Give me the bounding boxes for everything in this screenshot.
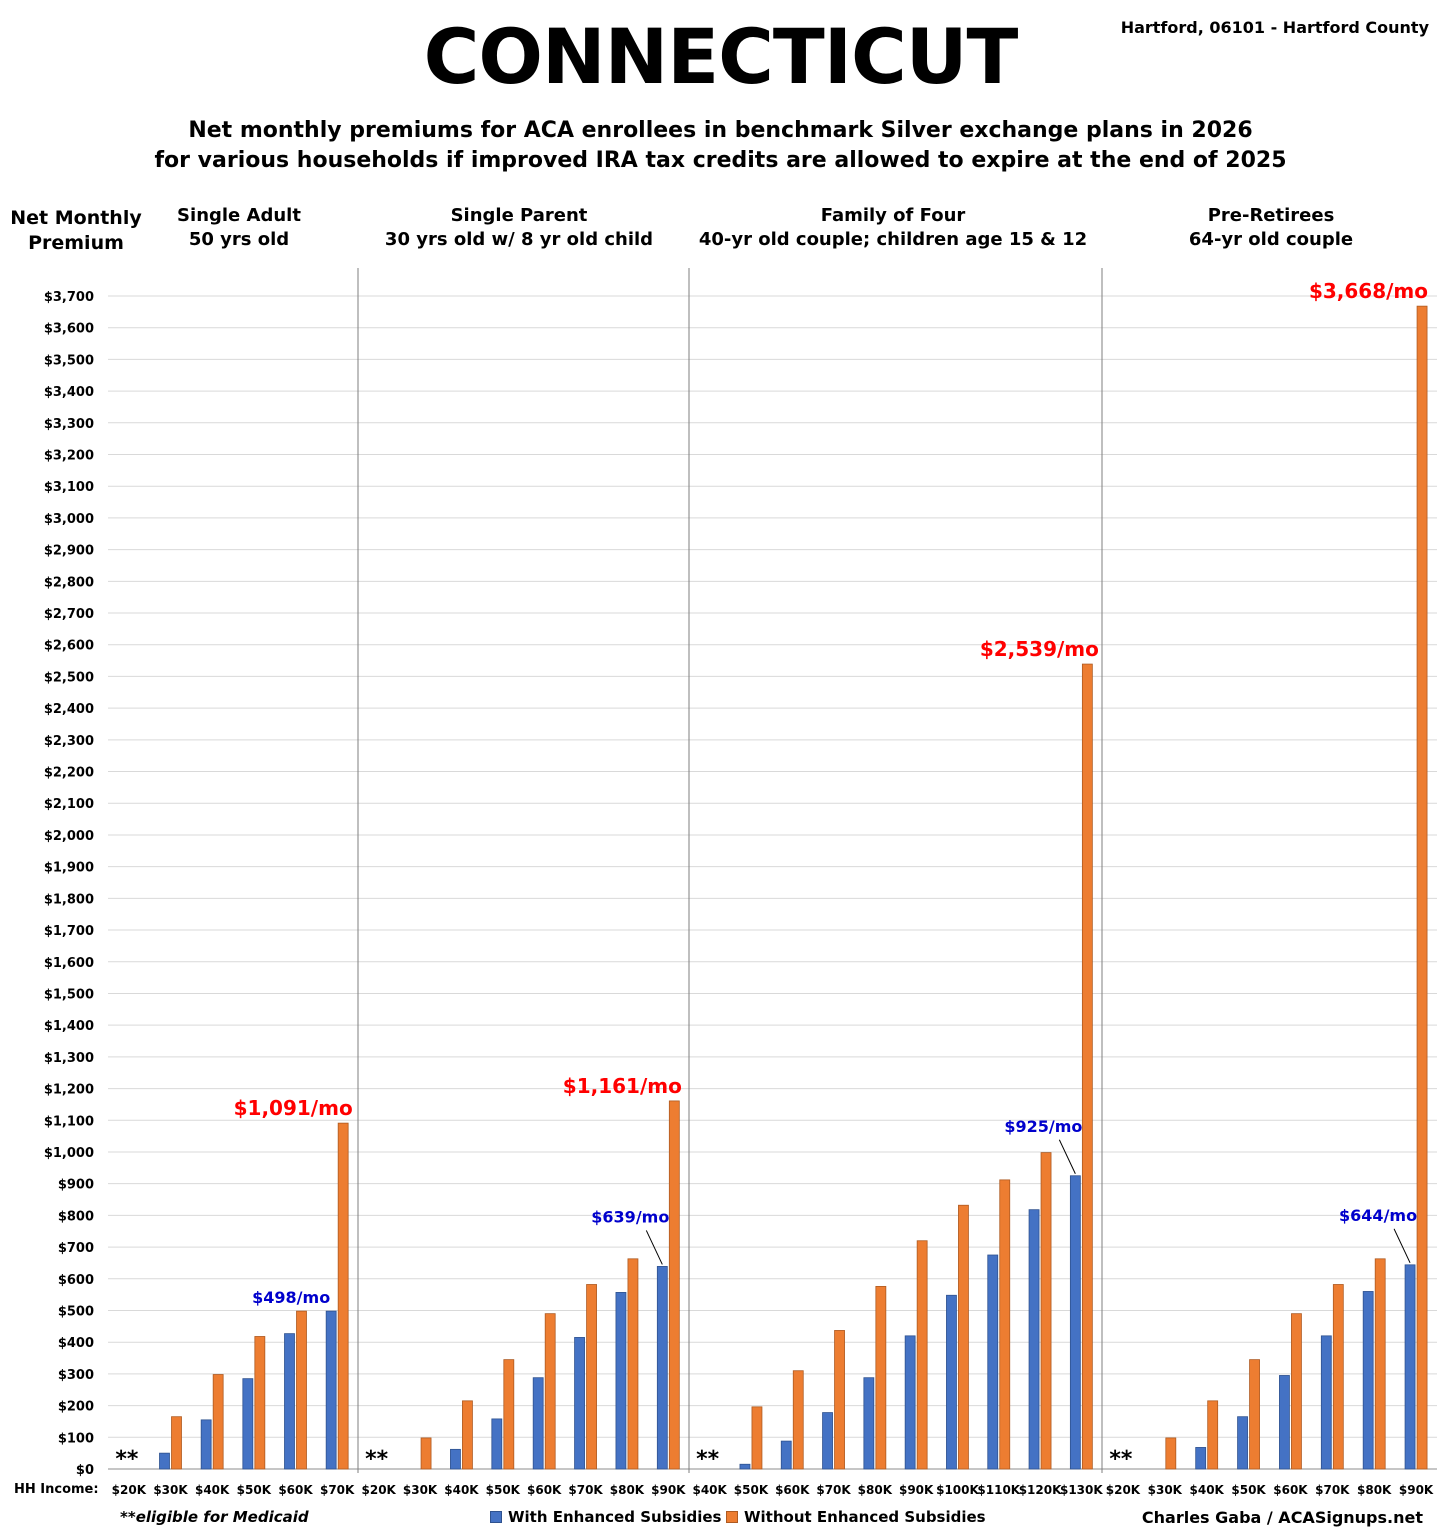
legend-item-with-subsidies [490, 1508, 721, 1526]
y-axis-label [0, 206, 152, 256]
data-label-with-subsidies: $639/mo [591, 1207, 670, 1227]
y-tick-label: $100 [57, 1431, 94, 1447]
y-tick-label: $1,500 [43, 987, 94, 1003]
credit-label: Charles Gaba / ACASignups.net [1141, 1508, 1423, 1527]
y-tick-label: $3,300 [43, 416, 94, 432]
x-tick-label: $40K [194, 1483, 230, 1497]
data-label-leader-line [1394, 1229, 1410, 1263]
location-label: Hartford, 06101 - Hartford County [1120, 18, 1429, 37]
x-tick-label: $80K [857, 1483, 893, 1497]
bar-with-enhanced-subsidies [740, 1464, 750, 1469]
bar-with-enhanced-subsidies [533, 1378, 543, 1469]
bar-with-enhanced-subsidies [1070, 1176, 1080, 1469]
x-tick-label: $110K [977, 1483, 1021, 1497]
x-tick-label: $70K [319, 1483, 355, 1497]
y-tick-label: $1,000 [43, 1145, 94, 1161]
bar-with-enhanced-subsidies [988, 1255, 998, 1469]
y-tick-label: $1,400 [43, 1019, 94, 1035]
bar-without-enhanced-subsidies [172, 1417, 182, 1469]
y-tick-label: $700 [57, 1241, 94, 1257]
medicaid-marker: ** [696, 1447, 720, 1472]
x-tick-label: $90K [651, 1483, 686, 1497]
legend-swatch-blue [490, 1511, 502, 1523]
bar-with-enhanced-subsidies [285, 1334, 295, 1469]
y-tick-label: $2,800 [43, 575, 94, 591]
bar-without-enhanced-subsidies [1000, 1180, 1010, 1469]
y-tick-label: $1,100 [43, 1114, 94, 1130]
bar-with-enhanced-subsidies [450, 1449, 460, 1469]
bar-with-enhanced-subsidies [864, 1378, 874, 1469]
x-tick-label: $30K [1147, 1483, 1182, 1497]
y-tick-label: $3,500 [43, 353, 94, 369]
y-tick-label: $2,700 [43, 607, 94, 623]
bar-with-enhanced-subsidies [1363, 1291, 1373, 1469]
bar-with-enhanced-subsidies [1029, 1210, 1039, 1469]
bar-without-enhanced-subsidies [504, 1360, 514, 1469]
x-tick-label: $20K [1105, 1483, 1141, 1497]
data-label-leader-line [1059, 1140, 1075, 1174]
bar-with-enhanced-subsidies [616, 1292, 626, 1469]
bar-without-enhanced-subsidies [1333, 1284, 1343, 1469]
y-tick-label: $2,500 [43, 670, 94, 686]
y-tick-label: $2,300 [43, 733, 94, 749]
medicaid-marker: ** [115, 1447, 139, 1472]
group-title-line-1: Pre-Retirees [1207, 205, 1335, 226]
data-label-without-subsidies: $1,161/mo [562, 1073, 682, 1098]
y-tick-label: $300 [57, 1367, 94, 1383]
y-tick-label: $800 [57, 1209, 94, 1225]
data-label-with-subsidies: $644/mo [1339, 1205, 1418, 1225]
bar-with-enhanced-subsidies [1238, 1417, 1248, 1469]
bar-without-enhanced-subsidies [669, 1101, 679, 1469]
medicaid-marker: ** [1109, 1447, 1133, 1472]
bar-without-enhanced-subsidies [338, 1123, 348, 1469]
bar-without-enhanced-subsidies [545, 1314, 555, 1469]
bar-with-enhanced-subsidies [781, 1441, 791, 1469]
y-tick-label: $2,100 [43, 797, 94, 813]
x-tick-label: $100K [936, 1483, 979, 1497]
data-label-without-subsidies: $1,091/mo [233, 1096, 353, 1121]
y-tick-label: $0 [75, 1463, 94, 1478]
bar-without-enhanced-subsidies [628, 1259, 638, 1469]
y-tick-label: $2,600 [43, 638, 94, 654]
y-tick-label: $600 [57, 1272, 94, 1288]
y-tick-label: $1,300 [43, 1050, 94, 1066]
legend-swatch-orange [726, 1511, 738, 1523]
group-title-line-2: 64-yr old couple [1188, 229, 1354, 250]
x-tick-label: $90K [1398, 1483, 1434, 1497]
bar-without-enhanced-subsidies [421, 1438, 431, 1469]
group-title-single-parent [385, 204, 653, 252]
y-tick-label: $1,800 [43, 892, 94, 908]
x-tick-label: $50K [236, 1483, 272, 1497]
bar-without-enhanced-subsidies [297, 1311, 307, 1469]
bar-without-enhanced-subsidies [255, 1336, 265, 1469]
y-tick-label: $3,200 [43, 448, 94, 464]
bar-without-enhanced-subsidies [1041, 1153, 1051, 1469]
bar-without-enhanced-subsidies [1417, 306, 1427, 1469]
bar-without-enhanced-subsidies [917, 1241, 927, 1469]
y-tick-label: $2,400 [43, 702, 94, 718]
bar-without-enhanced-subsidies [752, 1407, 762, 1469]
bar-without-enhanced-subsidies [213, 1375, 223, 1469]
y-tick-label: $1,700 [43, 924, 94, 940]
group-title-line-2: 40-yr old couple; children age 15 & 12 [698, 229, 1088, 250]
x-tick-label: $50K [733, 1483, 769, 1497]
y-tick-label: $3,400 [43, 385, 94, 401]
bar-with-enhanced-subsidies [823, 1413, 833, 1469]
legend-label: Without Enhanced Subsidies [744, 1508, 986, 1526]
x-tick-label: $20K [111, 1483, 147, 1497]
group-title-pre-retirees [1189, 204, 1353, 252]
y-tick-label: $3,100 [43, 480, 94, 496]
bar-without-enhanced-subsidies [793, 1371, 803, 1469]
group-title-line-1: Family of Four [820, 205, 966, 226]
group-title-line-2: 30 yrs old w/ 8 yr old child [384, 229, 654, 250]
bar-without-enhanced-subsidies [835, 1330, 845, 1469]
y-tick-label: $3,600 [43, 321, 94, 337]
medicaid-footnote: **eligible for Medicaid [120, 1508, 309, 1526]
data-label-without-subsidies: $2,539/mo [979, 637, 1099, 662]
bar-without-enhanced-subsidies [1375, 1259, 1385, 1469]
y-tick-label: $200 [57, 1399, 94, 1415]
bar-with-enhanced-subsidies [326, 1311, 336, 1469]
y-tick-label: $3,000 [43, 511, 94, 527]
data-label-without-subsidies: $3,668/mo [1308, 279, 1428, 304]
y-tick-label: $900 [57, 1177, 94, 1193]
x-tick-label: $80K [609, 1483, 645, 1497]
bar-with-enhanced-subsidies [1321, 1336, 1331, 1469]
bar-without-enhanced-subsidies [1250, 1360, 1260, 1469]
x-tick-label: $40K [692, 1483, 727, 1497]
bar-with-enhanced-subsidies [492, 1419, 502, 1469]
subtitle-line-1: Net monthly premiums for ACA enrollees in benchmark Silver exchange plans in 2026 [188, 118, 1253, 143]
x-tick-label: $70K [1315, 1483, 1350, 1497]
bar-without-enhanced-subsidies [876, 1286, 886, 1469]
bar-with-enhanced-subsidies [1405, 1265, 1415, 1469]
y-axis-label-line-1: Net Monthly [10, 207, 142, 229]
x-tick-label: $50K [1231, 1483, 1266, 1497]
x-tick-label: $70K [568, 1483, 603, 1497]
y-tick-label: $3,700 [43, 290, 94, 305]
bar-with-enhanced-subsidies [160, 1453, 170, 1469]
x-tick-label: $40K [1189, 1483, 1224, 1497]
medicaid-marker: ** [365, 1447, 389, 1472]
x-tick-label: $30K [402, 1483, 438, 1497]
bar-with-enhanced-subsidies [1279, 1375, 1289, 1469]
x-tick-label: $130K [1059, 1483, 1103, 1497]
y-tick-label: $2,200 [43, 765, 94, 781]
y-tick-label: $1,900 [43, 860, 94, 876]
bar-with-enhanced-subsidies [575, 1337, 585, 1469]
y-tick-label: $1,200 [43, 1082, 94, 1098]
bar-without-enhanced-subsidies [462, 1401, 472, 1469]
bar-with-enhanced-subsidies [201, 1420, 211, 1469]
bar-without-enhanced-subsidies [1166, 1438, 1176, 1469]
x-tick-label: $80K [1357, 1483, 1392, 1497]
bar-with-enhanced-subsidies [946, 1295, 956, 1469]
y-axis-label-line-2: Premium [28, 232, 124, 254]
bar-without-enhanced-subsidies [1082, 664, 1092, 1469]
data-label-with-subsidies: $925/mo [1004, 1116, 1083, 1136]
data-label-with-subsidies: $498/mo [252, 1288, 331, 1308]
x-tick-label: $60K [527, 1483, 562, 1497]
x-axis-label: HH Income: [14, 1482, 99, 1497]
x-tick-label: $60K [278, 1483, 313, 1497]
group-title-family-of-four [699, 204, 1087, 252]
x-tick-label: $70K [816, 1483, 851, 1497]
group-title-line-1: Single Adult [177, 205, 301, 226]
bar-with-enhanced-subsidies [657, 1266, 667, 1469]
x-tick-label: $60K [1273, 1483, 1308, 1497]
bar-with-enhanced-subsidies [1196, 1447, 1206, 1469]
group-title-line-2: 50 yrs old [188, 229, 290, 250]
subtitle-line-2: for various households if improved IRA tax credits are allowed to expire at the end of 2025 [154, 148, 1287, 173]
y-tick-label: $2,900 [43, 543, 94, 559]
bar-without-enhanced-subsidies [958, 1205, 968, 1469]
bar-without-enhanced-subsidies [587, 1284, 597, 1469]
y-tick-label: $1,600 [43, 955, 94, 971]
bar-without-enhanced-subsidies [1208, 1401, 1218, 1469]
x-tick-label: $40K [444, 1483, 479, 1497]
x-tick-label: $120K [1018, 1483, 1062, 1497]
bar-with-enhanced-subsidies [905, 1336, 915, 1469]
group-title-single-adult [177, 204, 301, 252]
x-tick-label: $60K [775, 1483, 810, 1497]
page-title: CONNECTICUT [423, 12, 1018, 101]
x-tick-label: $90K [898, 1483, 934, 1497]
y-tick-label: $400 [57, 1336, 94, 1352]
x-tick-label: $30K [153, 1483, 188, 1497]
legend-label: With Enhanced Subsidies [508, 1508, 722, 1526]
y-tick-label: $2,000 [43, 828, 94, 844]
bar-with-enhanced-subsidies [243, 1379, 253, 1469]
group-title-line-1: Single Parent [450, 205, 588, 226]
y-tick-label: $500 [57, 1304, 94, 1320]
x-tick-label: $20K [361, 1483, 396, 1497]
x-tick-label: $50K [485, 1483, 520, 1497]
legend-item-without-subsidies [726, 1508, 986, 1526]
bar-without-enhanced-subsidies [1291, 1314, 1301, 1469]
